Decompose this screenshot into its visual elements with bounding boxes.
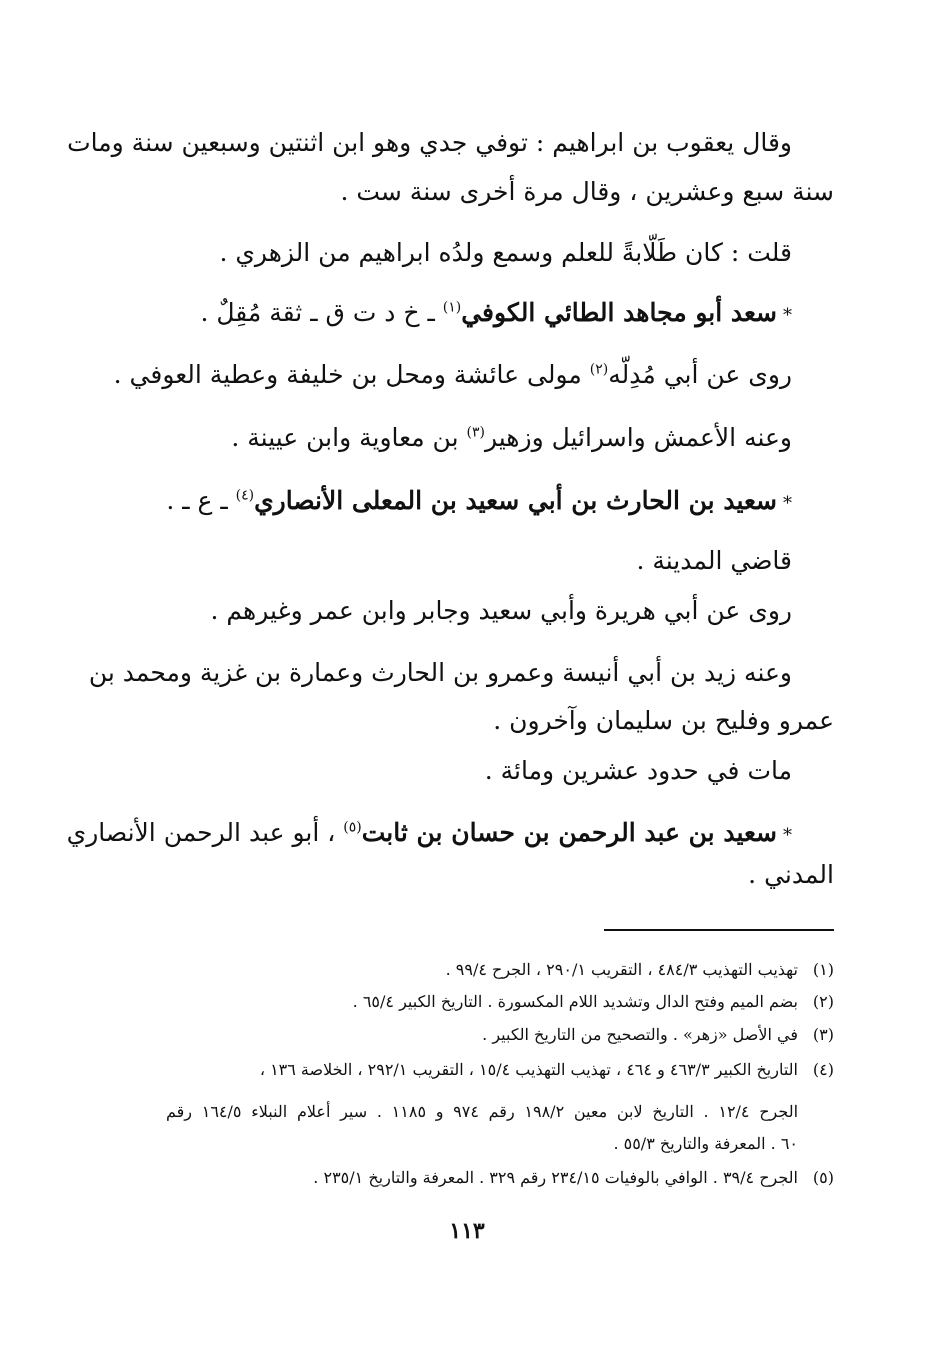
entry-marker: * xyxy=(783,493,792,514)
paragraph: مات في حدود عشرين ومائة . xyxy=(484,756,792,785)
paragraph: روى عن أبي هريرة وأبي سعيد وجابر وابن عمر وغيرهم . xyxy=(210,596,792,625)
paragraph xyxy=(166,421,792,455)
biography-entry-heading xyxy=(166,296,792,333)
footnote-number: (٥) xyxy=(812,1168,834,1187)
footnote-text: الجرح ٣٩/٤ . الوافي بالوفيات ٢٣٤/١٥ رقم ٣٢٩ . المعرفة والتاريخ ٢٣٥/١ . xyxy=(313,1168,798,1187)
entry-marker: * xyxy=(783,305,792,326)
text-run: مولى عائشة ومحل بن خليفة وعطية العوفي . xyxy=(113,360,590,389)
paragraph-line: سنة سبع وعشرين ، وقال مرة أخرى سنة ست . xyxy=(340,177,834,206)
footnote-text: التاريخ الكبير ٤٦٣/٣ و ٤٦٤ ، تهذيب التهذيب ١٥/٤ ، التقريب ٢٩٢/١ ، الخلاصة ١٣٦ ، xyxy=(259,1060,798,1079)
footnote-number: (٣) xyxy=(812,1025,834,1044)
footnote-ref: (٣) xyxy=(466,424,485,441)
text-run: روى عن أبي مُدِلّه xyxy=(608,360,792,389)
page-number: ١١٣ xyxy=(449,1218,485,1244)
entry-rest: ـ خ د ت ق ـ ثقة مُقِلٌ . xyxy=(200,298,443,327)
footnote-ref: (٢) xyxy=(589,361,609,378)
footnote-separator xyxy=(604,929,834,931)
footnote xyxy=(166,990,834,1014)
footnote-number: (٢) xyxy=(812,992,834,1011)
entry-marker: * xyxy=(783,825,792,846)
entry-rest: ـ ع ـ . xyxy=(166,486,236,515)
footnote-ref: (١) xyxy=(442,299,462,316)
paragraph-line: المدني . xyxy=(748,860,834,889)
paragraph xyxy=(113,358,792,392)
paragraph: قاضي المدينة . xyxy=(636,546,792,575)
entry-name: سعيد بن عبد الرحمن بن حسان بن ثابت xyxy=(361,818,777,847)
footnote-text: في الأصل «زهر» . والتصحيح من التاريخ الكبير . xyxy=(482,1025,798,1044)
footnote-number: (٤) xyxy=(812,1060,834,1079)
footnote-continuation: ٦٠ . المعرفة والتاريخ ٥٥/٣ . xyxy=(613,1134,798,1153)
footnote xyxy=(166,1058,834,1082)
text-run: وعنه الأعمش واسرائيل وزهير xyxy=(484,423,792,452)
biography-entry-heading xyxy=(66,816,792,853)
footnote xyxy=(166,1023,834,1047)
footnote-text: بضم الميم وفتح الدال وتشديد اللام المكسورة . التاريخ الكبير ٦٥/٤ . xyxy=(352,992,798,1011)
footnote-text: تهذيب التهذيب ٤٨٤/٣ ، التقريب ٢٩٠/١ ، الجرح ٩٩/٤ . xyxy=(445,960,798,979)
footnote xyxy=(166,1166,834,1190)
paragraph-line: وعنه زيد بن أبي أنيسة وعمرو بن الحارث وعمارة بن غزية ومحمد بن xyxy=(88,658,792,687)
paragraph-line: وقال يعقوب بن ابراهيم : توفي جدي وهو ابن اثنتين وسبعين سنة ومات xyxy=(67,128,792,157)
entry-name: سعيد بن الحارث بن أبي سعيد بن المعلى الأنصاري xyxy=(254,486,777,515)
biography-entry-heading xyxy=(166,484,792,521)
paragraph-line: عمرو وفليح بن سليمان وآخرون . xyxy=(493,706,834,735)
text-run: بن معاوية وابن عيينة . xyxy=(231,423,467,452)
footnote-ref: (٥) xyxy=(343,819,362,836)
entry-name: سعد أبو مجاهد الطائي الكوفي xyxy=(461,298,777,327)
footnote-ref: (٤) xyxy=(235,487,255,504)
paragraph: قلت : كان طَلّابةً للعلم وسمع ولدُه ابراهيم من الزهري . xyxy=(219,238,792,267)
footnote-number: (١) xyxy=(812,960,834,979)
footnote xyxy=(166,958,834,982)
footnote-continuation: الجرح ١٢/٤ . التاريخ لابن معين ١٩٨/٢ رقم ٩٧٤ و ١١٨٥ . سير أعلام النبلاء ١٦٤/٥ رقم xyxy=(166,1102,799,1121)
entry-rest: ، أبو عبد الرحمن الأنصاري xyxy=(66,818,344,847)
